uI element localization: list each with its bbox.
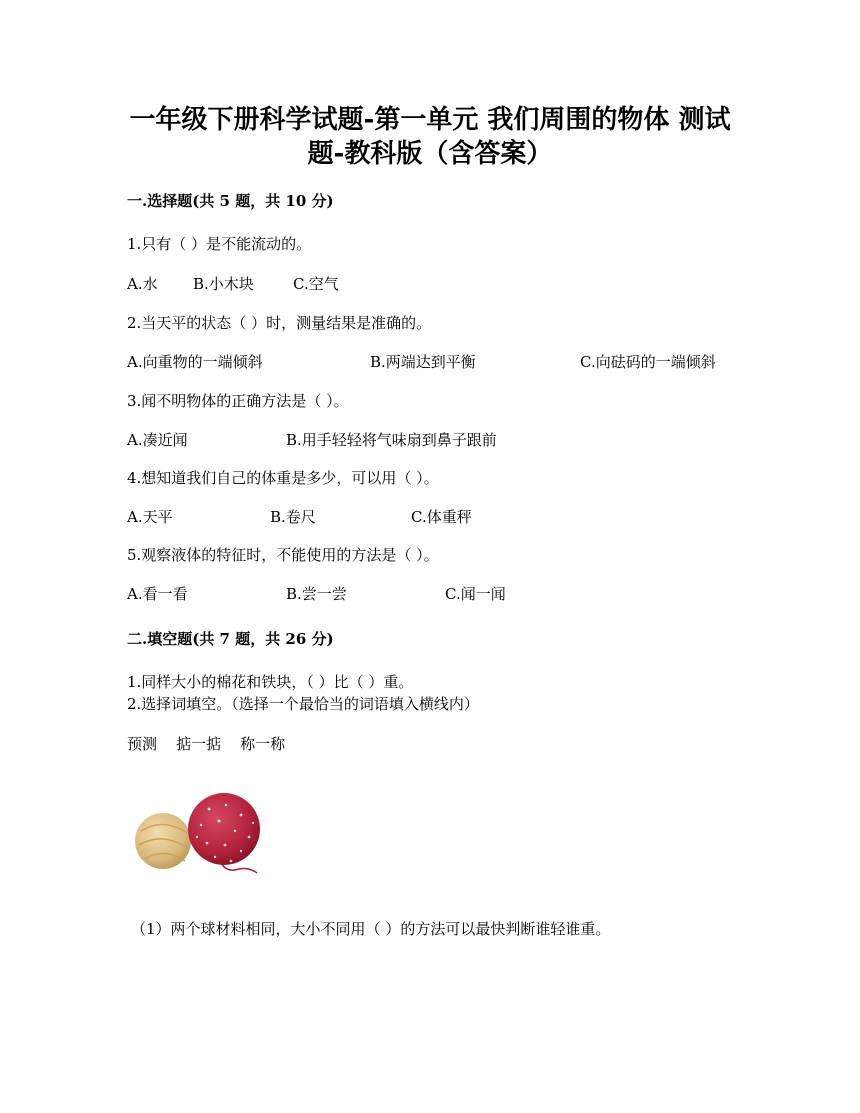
question-3-option-a: A.凑近闻 [127,431,188,449]
question-2-stem: 2.当天平的状态（ ）时，测量结果是准确的。 [127,314,432,332]
question-3-stem: 3.闻不明物体的正确方法是（ ）。 [127,392,349,410]
fill-question-2: 2.选择词填空。（选择一个最恰当的词语填入横线内） [127,695,479,713]
question-5-option-a: A.看一看 [127,585,188,603]
question-1-option-c: C.空气 [293,275,339,293]
question-1-stem: 1.只有（ ）是不能流动的。 [127,235,312,253]
question-5-stem: 5.观察液体的特征时，不能使用的方法是（ ）。 [127,546,439,564]
question-3-option-b: B.用手轻轻将气味扇到鼻子跟前 [286,431,497,449]
question-5-option-c: C.闻一闻 [445,585,506,603]
section-2-heading: 二.填空题(共 7 题，共 26 分) [127,630,334,648]
document-title-line-1: 一年级下册科学试题-第一单元 我们周围的物体 测试 [129,105,731,135]
section-1-heading: 一.选择题(共 5 题，共 10 分) [127,192,334,210]
question-4-option-b: B.卷尺 [270,508,316,526]
question-4-option-a: A.天平 [127,508,173,526]
yarn-balls-image [131,787,263,879]
question-2-option-b: B.两端达到平衡 [370,353,476,371]
question-4-option-c: C.体重秤 [411,508,472,526]
question-2-option-c: C.向砝码的一端倾斜 [580,353,716,371]
document-title-line-2: 题-教科版（含答案） [307,139,553,169]
fill-question-1: 1.同样大小的棉花和铁块，（ ）比（ ）重。 [127,673,414,691]
question-1-option-a: A.水 [127,275,158,293]
word-bank: 预测 掂一掂 称一称 [127,735,286,753]
fill-question-2-sub-1: （1）两个球材料相同，大小不同用（ ）的方法可以最快判断谁轻谁重。 [131,920,611,938]
question-5-option-b: B.尝一尝 [286,585,347,603]
question-2-option-a: A.向重物的一端倾斜 [127,353,263,371]
question-1-option-b: B.小木块 [193,275,254,293]
question-4-stem: 4.想知道我们自己的体重是多少，可以用（ ）。 [127,469,439,487]
